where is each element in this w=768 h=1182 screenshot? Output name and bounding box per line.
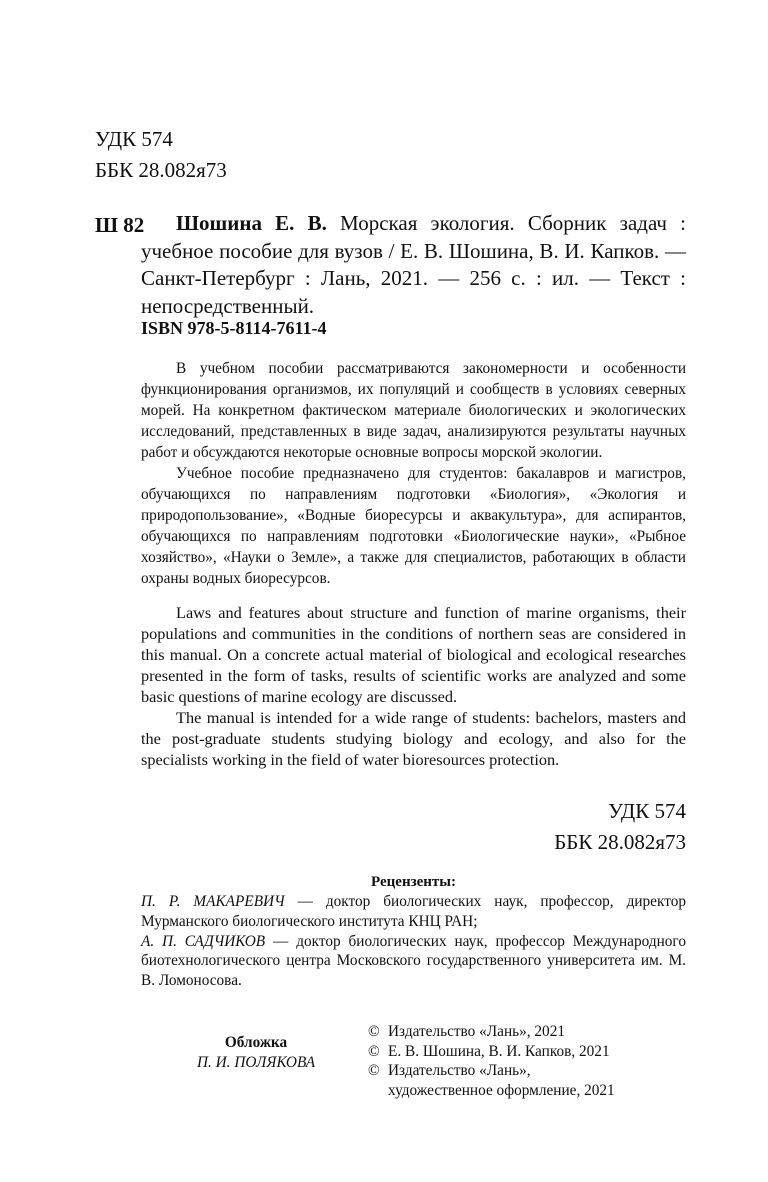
copyright-text: Издательство «Лань», 2021 (388, 1023, 566, 1040)
isbn: ISBN 978-5-8114-7611-4 (141, 318, 327, 338)
annotation-russian (141, 358, 686, 589)
cover-artist: П. И. ПОЛЯКОВА (196, 1054, 316, 1071)
author-cipher: Ш 82 (95, 213, 145, 237)
copyright-symbol: © (368, 1042, 380, 1060)
annotation-paragraph: Laws and features about structure and function of marine organisms, their populations and communities in the conditions of northern seas are considered in this manual. On a concrete actual material of biological and ecological researches presented in the form of tasks, results of scientific works are analyzed and some basic questions of marine ecology are discussed. (141, 603, 686, 706)
copyright-row (368, 1042, 615, 1062)
copyright-text: художественное оформление, 2021 (388, 1081, 615, 1099)
record-description: Морская экология. Сборник задач : учебное пособие для вузов / Е. В. Шошина, В. И. Капков. — Санкт-Петербург : Лань, 2021. — 256 с. : ил. — Текст : непосредственный. (141, 211, 686, 318)
copyright-notices (368, 1022, 615, 1100)
copyright-text: Издательство «Лань», (388, 1062, 531, 1079)
reviewer-entry (141, 932, 686, 991)
udk-code: УДК 574 (95, 127, 173, 151)
copyright-row (368, 1022, 615, 1042)
reviewers-list (141, 892, 686, 991)
cover-credit-title: Обложка (224, 1034, 288, 1051)
reviewer-description: — доктор биологических наук, профессор Международного биотехнологического центра Московского государственного университета им. М. В. Ломоносова. (141, 932, 686, 990)
cover-credit (141, 1033, 371, 1073)
copyright-symbol: © (368, 1062, 380, 1079)
bibliographic-record (141, 210, 686, 320)
annotation-paragraph: The manual is intended for a wide range of students: bachelors, masters and the post-graduate students studying biology and ecology, and also for the specialists working in the field of water bioresources protection. (141, 708, 686, 769)
reviewer-name: П. Р. МАКАРЕВИЧ (141, 893, 285, 910)
udk-code: УДК 574 (608, 799, 686, 823)
copyright-text: Е. В. Шошина, В. И. Капков, 2021 (388, 1042, 610, 1060)
bbk-code: ББК 28.082я73 (554, 830, 686, 854)
annotation-paragraph: Учебное пособие предназначено для студентов: бакалавров и магистров, обучающихся по направлениям подготовки «Биология», «Экология и природопользование», «Водные биоресурсы и аквакультура», для аспирантов, обучающихся по направлениям подготовки «Биологические науки», «Рыбное хозяйство», «Науки о Земле», а также для специалистов, работающих в области охраны водных биоресурсов. (141, 465, 686, 587)
classification-codes-bottom (554, 796, 686, 858)
copyright-row-continuation (368, 1081, 615, 1101)
record-authors: Шошина Е. В. (176, 211, 327, 235)
copyright-row (368, 1061, 615, 1081)
annotation-paragraph: В учебном пособии рассматриваются закономерности и особенности функционирования организмов, их популяций и сообществ в условиях северных морей. На конкретном фактическом материале биологических и экологических исследований, представленных в виде задач, анализируются результаты научных работ и обсуждаются некоторые основные вопросы морской экологии. (141, 360, 686, 461)
copyright-symbol: © (368, 1023, 380, 1040)
reviewer-entry (141, 892, 686, 932)
reviewers-heading: Рецензенты: (371, 874, 456, 890)
bbk-code: ББК 28.082я73 (95, 158, 227, 182)
classification-codes-top (95, 124, 227, 186)
annotation-english (141, 602, 686, 770)
reviewer-name: А. П. САДЧИКОВ (141, 932, 266, 950)
reviewer-description: — доктор биологических наук, профессор, директор Мурманского биологического института КНЦ РАН; (141, 893, 686, 930)
